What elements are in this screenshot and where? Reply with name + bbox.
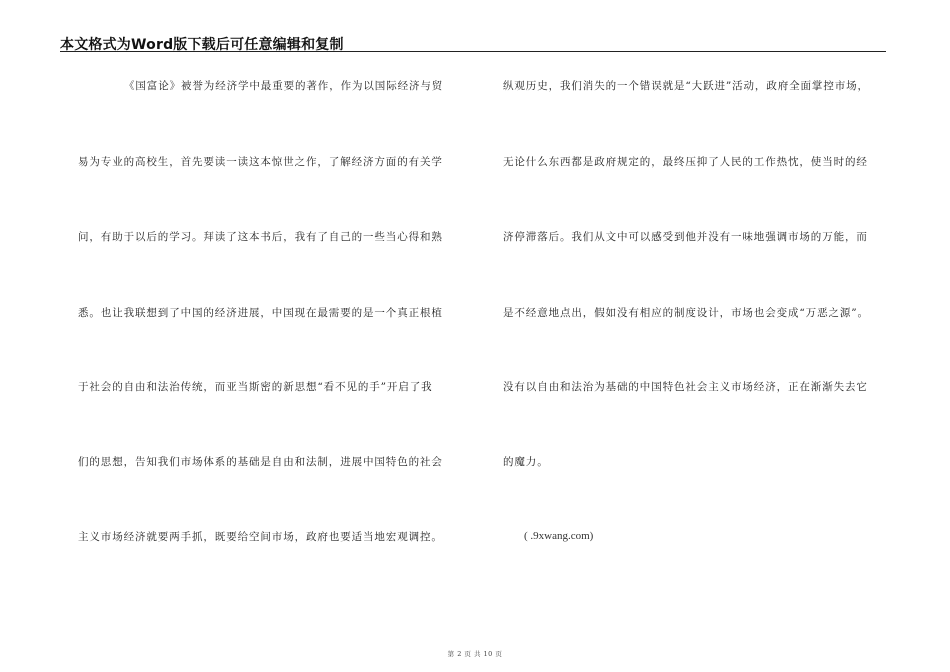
document-header-title: 本文格式为Word版下载后可任意编辑和复制: [60, 37, 344, 53]
text-line: 纵观历史，我们消失的一个错误就是“大跃进”活动，政府全面掌控市场，: [503, 80, 869, 92]
text-line: 济停滞落后。我们从文中可以感受到他并没有一味地强调市场的万能，而: [503, 231, 868, 243]
text-line: 没有以自由和法治为基础的中国特色社会主义市场经济，正在渐渐失去它: [503, 381, 868, 393]
page-number-footer: 第 2 页 共 10 页: [447, 650, 503, 658]
text-line: 无论什么东西都是政府规定的，最终压抑了人民的工作热忱，使当时的经: [503, 156, 868, 168]
text-line: 问，有助于以后的学习。拜读了这本书后，我有了自己的一些当心得和熟: [78, 231, 443, 243]
text-line: 悉。也让我联想到了中国的经济进展，中国现在最需要的是一个真正根植: [78, 307, 443, 319]
text-line: 易为专业的高校生，首先要读一读这本惊世之作，了解经济方面的有关学: [78, 156, 443, 168]
text-line: 的魔力。: [503, 456, 549, 468]
left-text-column: [78, 0, 462, 672]
source-note: ( .9xwang.com): [524, 530, 594, 542]
text-line: 们的思想，告知我们市场体系的基础是自由和法制，进展中国特色的社会: [78, 456, 443, 468]
text-line: 是不经意地点出，假如没有相应的制度设计，市场也会变成“万恶之源”。: [503, 307, 869, 319]
text-line: 主义市场经济就要两手抓，既要给空间市场，政府也要适当地宏观调控。: [78, 531, 443, 543]
right-text-column: [503, 0, 895, 672]
text-line: 于社会的自由和法治传统，而亚当斯密的新思想“看不见的手”开启了我: [78, 381, 433, 393]
text-line: 《国富论》被誉为经济学中最重要的著作，作为以国际经济与贸: [124, 80, 444, 92]
